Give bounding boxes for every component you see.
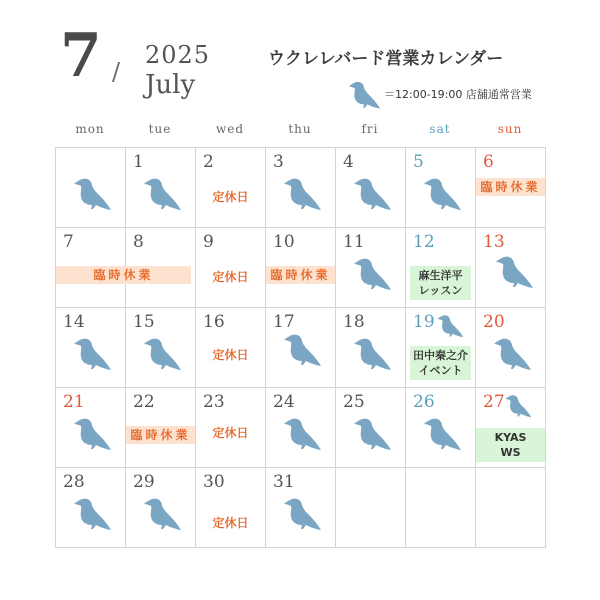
regular-holiday-label: 定休日: [212, 516, 249, 530]
bird-icon: [282, 494, 322, 534]
day-number: 25: [343, 392, 365, 412]
day-cell-29[interactable]: [126, 468, 196, 548]
day-cell-2[interactable]: [196, 148, 266, 228]
bird-icon: [72, 494, 112, 534]
day-cell-21[interactable]: [56, 388, 126, 468]
month-name: July: [145, 70, 196, 100]
day-number: 2: [203, 152, 214, 172]
day-cell-17[interactable]: [266, 308, 336, 388]
bird-icon: [352, 174, 392, 214]
weekday-tue: tue: [148, 122, 172, 136]
bird-icon: [492, 334, 532, 374]
day-cell-20[interactable]: [476, 308, 546, 388]
day-number: 26: [413, 392, 435, 412]
day-cell-empty: [336, 468, 406, 548]
day-cell-16[interactable]: [196, 308, 266, 388]
bird-icon: [72, 414, 112, 454]
day-cell-22[interactable]: [126, 388, 196, 468]
day-number: 4: [343, 152, 354, 172]
day-number: 23: [203, 392, 225, 412]
day-number: 10: [273, 232, 295, 252]
weekday-fri: fri: [361, 122, 379, 136]
bird-icon: [72, 334, 112, 374]
weekday-wed: wed: [215, 122, 245, 136]
event-line: 麻生洋平: [418, 269, 463, 282]
day-number: 15: [133, 312, 155, 332]
weekday-sat: sat: [429, 122, 451, 136]
day-number: 20: [483, 312, 505, 332]
day-cell-18[interactable]: [336, 308, 406, 388]
temporary-closure-label: 臨時休業: [56, 266, 191, 284]
day-cell-1[interactable]: [126, 148, 196, 228]
bird-icon: [504, 392, 532, 420]
day-cell-13[interactable]: [476, 228, 546, 308]
regular-holiday-label: 定休日: [212, 270, 249, 284]
day-cell-24[interactable]: [266, 388, 336, 468]
day-cell-5[interactable]: [406, 148, 476, 228]
day-number: 12: [413, 232, 435, 252]
regular-holiday-label: 定休日: [212, 348, 249, 362]
day-number: 14: [63, 312, 85, 332]
day-cell-31[interactable]: [266, 468, 336, 548]
day-cell-empty: [56, 148, 126, 228]
day-cell-27[interactable]: [476, 388, 546, 468]
day-cell-23[interactable]: [196, 388, 266, 468]
day-number: 24: [273, 392, 295, 412]
day-number: 8: [133, 232, 144, 252]
bird-icon: [422, 414, 462, 454]
day-number: 5: [413, 152, 424, 172]
day-cell-11[interactable]: [336, 228, 406, 308]
event-label: [410, 266, 471, 300]
bird-icon: [142, 334, 182, 374]
day-cell-12[interactable]: [406, 228, 476, 308]
temporary-closure-label: 臨時休業: [126, 426, 195, 444]
day-cell-26[interactable]: [406, 388, 476, 468]
day-number: 28: [63, 472, 85, 492]
bird-icon: [422, 174, 462, 214]
calendar-grid: [55, 147, 546, 548]
day-number: 3: [273, 152, 284, 172]
day-number: 17: [273, 312, 295, 332]
day-number: 31: [273, 472, 295, 492]
event-line: 田中秦之介: [413, 349, 468, 362]
day-cell-19[interactable]: [406, 308, 476, 388]
day-cell-10[interactable]: [266, 228, 336, 308]
bird-icon: [282, 330, 322, 370]
day-number: 16: [203, 312, 225, 332]
header-slash: /: [112, 58, 121, 86]
temporary-closure-label: 臨時休業: [476, 178, 545, 196]
weekday-mon: mon: [75, 122, 105, 136]
year: 2025: [145, 41, 211, 69]
day-cell-15[interactable]: [126, 308, 196, 388]
event-label: [476, 428, 545, 462]
event-line: イベント: [418, 364, 463, 377]
bird-icon: [345, 78, 383, 112]
bird-icon: [142, 174, 182, 214]
bird-icon: [494, 252, 534, 292]
bird-icon: [352, 334, 392, 374]
day-number: 30: [203, 472, 225, 492]
day-cell-empty: [476, 468, 546, 548]
regular-holiday-label: 定休日: [212, 426, 249, 440]
calendar-title: ウクレレバード営業カレンダー: [268, 49, 504, 69]
bird-icon: [352, 414, 392, 454]
legend-text: ＝12:00-19:00 店舗通常営業: [384, 88, 532, 101]
month-number: 7: [60, 21, 102, 91]
day-cell-4[interactable]: [336, 148, 406, 228]
regular-holiday-label: 定休日: [212, 190, 249, 204]
weekday-thu: thu: [288, 122, 312, 136]
day-cell-14[interactable]: [56, 308, 126, 388]
day-number: 19: [413, 312, 435, 332]
event-line: WS: [500, 446, 521, 459]
day-number: 9: [203, 232, 214, 252]
bird-icon: [72, 174, 112, 214]
event-label: [410, 346, 471, 380]
day-number: 6: [483, 152, 494, 172]
bird-icon: [282, 414, 322, 454]
bird-icon: [352, 254, 392, 294]
day-cell-3[interactable]: [266, 148, 336, 228]
day-number: 29: [133, 472, 155, 492]
day-number: 27: [483, 392, 505, 412]
day-cell-30[interactable]: [196, 468, 266, 548]
day-number: 7: [63, 232, 74, 252]
bird-icon: [142, 494, 182, 534]
event-line: レッスン: [418, 284, 463, 297]
bird-icon: [436, 312, 464, 340]
day-number: 13: [483, 232, 505, 252]
weekday-sun: sun: [497, 122, 523, 136]
day-cell-25[interactable]: [336, 388, 406, 468]
day-cell-empty: [406, 468, 476, 548]
day-cell-6[interactable]: [476, 148, 546, 228]
day-number: 18: [343, 312, 365, 332]
day-cell-28[interactable]: [56, 468, 126, 548]
temporary-closure-label: 臨時休業: [266, 266, 335, 284]
day-number: 1: [133, 152, 144, 172]
bird-icon: [282, 174, 322, 214]
day-number: 22: [133, 392, 155, 412]
event-line: KYAS: [494, 431, 527, 444]
day-number: 11: [343, 232, 365, 252]
day-cell-9[interactable]: [196, 228, 266, 308]
day-number: 21: [63, 392, 85, 412]
